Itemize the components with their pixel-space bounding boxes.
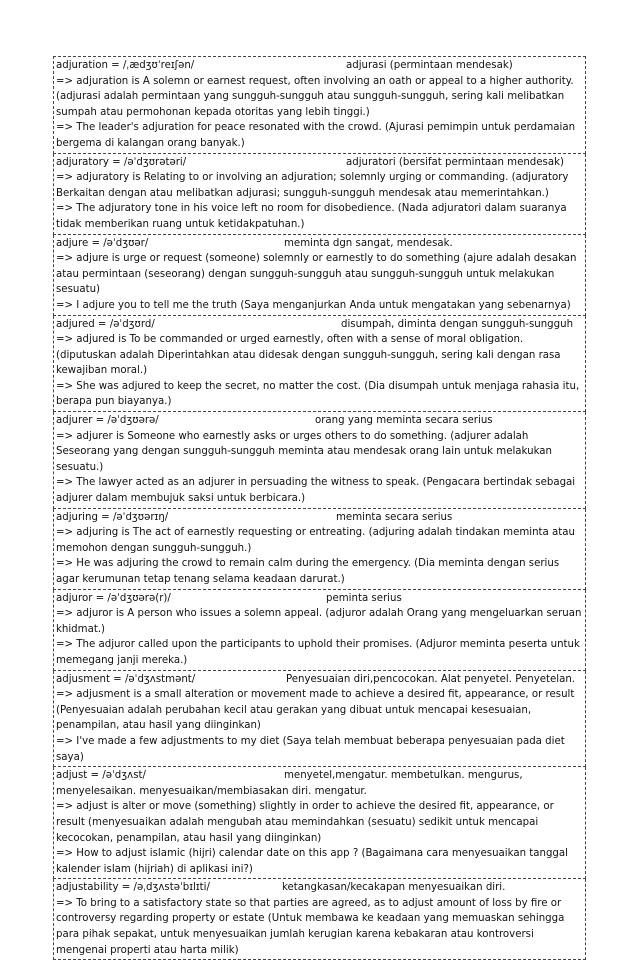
- entry-example: => The leader's adjuration for peace resonated with the crowd. (Ajurasi pemimpin untuk perdamaian bergema di kalangan orang banyak.): [56, 122, 576, 149]
- entry-meaning: meminta dgn sangat, mendesak.: [284, 237, 453, 249]
- entry-term: adjuration = /ˌædʒʊˈreɪʃən/: [56, 60, 195, 71]
- entry-heading: [56, 155, 583, 171]
- dictionary-document: [53, 56, 586, 960]
- entry-example: => I've made a few adjustments to my diet (Saya telah membuat beberapa penyesuaian pada diet saya): [56, 735, 565, 763]
- entry-heading: [56, 413, 583, 429]
- entry-example: => How to adjust islamic (hijri) calendar date on this app ? (Bagaimana cara menyesuaikan tanggal kalender islam (hijriah) di aplikasi ini?): [56, 848, 568, 875]
- entry-meaning: peminta serius: [326, 592, 402, 604]
- entry-meaning: disumpah, diminta dengan sungguh-sungguh: [341, 318, 574, 330]
- entry-example: => She was adjured to keep the secret, no matter the cost. (Dia disumpah untuk menjaga rahasia itu, berapa pun biayanya.): [56, 380, 580, 408]
- entry-example: => The adjuror called upon the participants to uphold their promises. (Adjuror meminta peserta untuk memegang janji mereka.): [56, 639, 580, 666]
- entry-heading: [56, 880, 583, 896]
- entry-term: adjure = /əˈdʒʊər/: [56, 237, 149, 249]
- dictionary-entry: [53, 671, 586, 768]
- entry-definition: => To bring to a satisfactory state so that parties are agreed, as to adjust amount of loss by fire or controversy regarding property or estate (Untuk membawa ke keadaan yang memuaskan sehingga para pihak sepakat, untuk menyesuaikan jumlah kerugian karena kebakaran atau kontroversi mengenai properti atau harta milik): [56, 897, 565, 956]
- entry-meaning: orang yang meminta secara serius: [315, 415, 493, 427]
- entry-definition: => adjurer is Someone who earnestly asks or urges others to do something. (adjurer adalah Seseorang yang dengan sungguh-sungguh meminta atau mendesak orang lain untuk melakukan sesuatu.): [56, 430, 552, 473]
- dictionary-entry: [53, 154, 586, 235]
- dictionary-entry: [53, 509, 586, 590]
- entry-definition: => adjust is alter or move (something) slightly in order to achieve the desired fit, appearance, or result (menyesuaikan adalah mengubah atau memindahkan (sesuatu) sedikit untuk mencapai kecocokan, penampilan, atau hasil yang diinginkan): [56, 801, 554, 844]
- dictionary-entry: [53, 590, 586, 671]
- entry-term: adjuratory = /əˈdʒʊrətəri/: [56, 156, 187, 168]
- entry-definition: => adjuration is A solemn or earnest request, often involving an oath or appeal to a higher authority. (adjurasi adalah permintaan yang sungguh-sungguh atau sungguh-sungguh, sering kali melibatkan sumpah atau permohonan kepada otoritas yang lebih tinggi.): [56, 75, 574, 118]
- entry-example: => He was adjuring the crowd to remain calm during the emergency. (Dia meminta dengan serius agar kerumunan tetap tenang selama keadaan darurat.): [56, 558, 560, 585]
- entry-heading: [56, 768, 583, 799]
- dictionary-entry: [53, 412, 586, 509]
- entry-definition: => adjuratory is Relating to or involving an adjuration; solemnly urging or commanding. (adjuratory Berkaitan dengan atau melibatkan adjurasi; sungguh-sungguh mendesak atau memerintahkan.): [56, 172, 569, 199]
- entry-example: => The adjuratory tone in his voice left no room for disobedience. (Nada adjuratori dalam suaranya tidak memberikan ruang untuk ketidakpatuhan.): [56, 203, 567, 230]
- entry-meaning: meminta secara serius: [336, 511, 453, 523]
- entry-heading: [56, 236, 583, 252]
- dictionary-entry: [53, 879, 586, 960]
- entry-definition: => adjure is urge or request (someone) solemnly or earnestly to do something (ajure adalah desakan atau permintaan (seseorang) dengan sungguh-sungguh atau sungguh-sungguh untuk melakukan sesuatu): [56, 253, 577, 296]
- dictionary-entry: [53, 316, 586, 413]
- entry-heading: [56, 58, 583, 74]
- entry-term: adjustability = /əˌdʒʌstəˈbɪlɪti/: [56, 882, 210, 894]
- entry-heading: [56, 317, 583, 333]
- entry-meaning: ketangkasan/kecakapan menyesuaikan diri.: [282, 882, 506, 894]
- entry-meaning: menyetel,mengatur. membetulkan. mengurus, menyelesaikan. menyesuaikan/membiasakan diri. mengatur.: [56, 770, 523, 797]
- entry-meaning: adjurasi (permintaan mendesak): [346, 60, 513, 71]
- dictionary-entry: [53, 235, 586, 316]
- entry-term: adjusment = /əˈdʒʌstmənt/: [56, 673, 196, 685]
- entry-example: => The lawyer acted as an adjurer in persuading the witness to speak. (Pengacara bertindak sebagai adjurer dalam membujuk saksi untuk berbicara.): [56, 477, 576, 505]
- entry-example: => I adjure you to tell me the truth (Saya menganjurkan Anda untuk mengatakan yang sebenarnya): [56, 299, 571, 311]
- entry-meaning: Penyesuaian diri,pencocokan. Alat penyetel. Penyetelan.: [286, 673, 576, 685]
- entry-meaning: adjuratori (bersifat permintaan mendesak): [346, 156, 564, 168]
- entry-term: adjuror = /əˈdʒʊərə(r)/: [56, 592, 171, 604]
- entry-definition: => adjured is To be commanded or urged earnestly, often with a sense of moral obligation. (diputuskan adalah Diperintahkan atau didesak dengan sungguh-sungguh, sering kali dengan rasa kewajiban moral.): [56, 334, 561, 377]
- entry-heading: [56, 672, 583, 688]
- entry-term: adjured = /əˈdʒʊrd/: [56, 318, 155, 330]
- entry-term: adjust = /əˈdʒʌst/: [56, 770, 146, 782]
- entry-definition: => adjuring is The act of earnestly requesting or entreating. (adjuring adalah tindakan meminta atau memohon dengan sungguh-sungguh.): [56, 527, 575, 554]
- entry-heading: [56, 591, 583, 607]
- entry-definition: => adjuror is A person who issues a solemn appeal. (adjuror adalah Orang yang mengeluarkan seruan khidmat.): [56, 608, 582, 635]
- entry-term: adjuring = /əˈdʒʊərɪŋ/: [56, 511, 169, 523]
- dictionary-entry: [53, 56, 586, 154]
- entry-term: adjurer = /əˈdʒʊərə/: [56, 415, 159, 427]
- entry-definition: => adjusment is a small alteration or movement made to achieve a desired fit, appearance, or result (Penyesuaian adalah perubahan kecil atau gerakan yang dibuat untuk mencapai kesesuaian, penampilan, atau hasil yang diinginkan): [56, 689, 575, 732]
- entry-heading: [56, 510, 583, 526]
- dictionary-entry: [53, 767, 586, 879]
